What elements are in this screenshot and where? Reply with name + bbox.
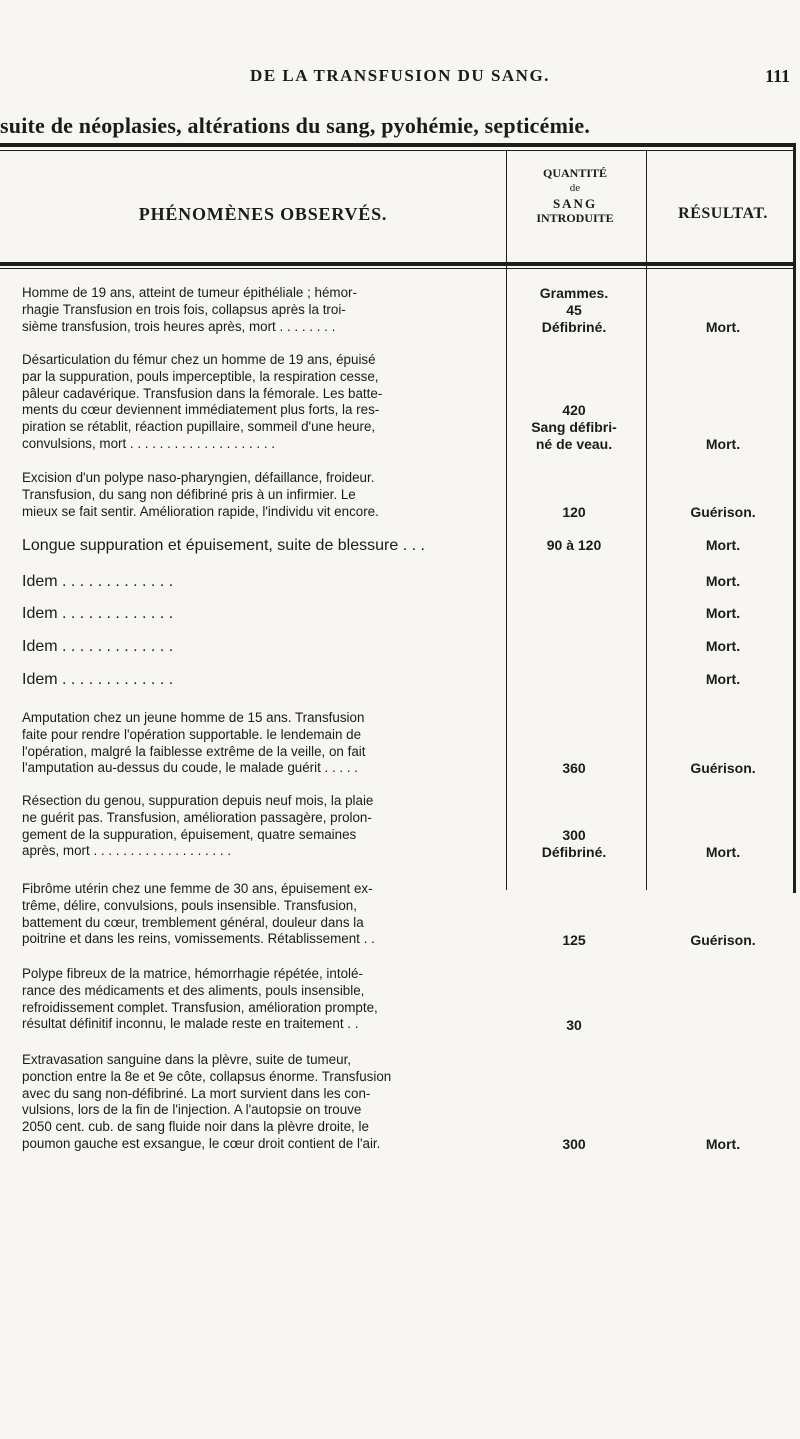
description-line: Polype fibreux de la matrice, hémorrhagie répétée, intolé- [22,966,363,981]
description-line: refroidissement complet. Transfusion, amélioration prompte, [22,999,378,1015]
quantity-line: 300 [562,1136,586,1152]
row-result: Mort. [705,436,741,452]
header-bottom-rule-thin [0,268,796,269]
running-head [0,66,800,86]
description-line: convulsions, mort . . . . . . . . . . . . . . . . . . . . [22,435,276,451]
description-line: Idem . . . . . . . . . . . . . [22,573,174,590]
description-line: Désarticulation du fémur chez un homme de 19 ans, épuisé [22,352,376,367]
description-line: ments du cœur deviennent immédiatement plus forts, la res- [22,402,380,418]
description-line: sième transfusion, trois heures après, mort . . . . . . . . [22,318,336,334]
description-line: après, mort . . . . . . . . . . . . . . . . . . . [22,843,232,859]
row-result: Mort. [705,573,741,589]
quantity-line: 420 [562,402,586,418]
description-line: trême, délire, convulsions, pouls insensible. Transfusion, [22,897,357,913]
row-description [22,285,500,335]
row-quantity [508,537,640,554]
quantity-line: 300 [562,827,586,843]
row-description [22,881,500,948]
column-header-phenomenes: PHÉNOMÈNES OBSERVÉS. [138,204,388,224]
row-quantity [508,504,640,521]
description-line: Transfusion, du sang non défibriné pris à un infirmier. Le [22,486,356,502]
description-line: poitrine et dans les reins, vomissements. Rétablissement . . [22,931,375,947]
description-line: Homme de 19 ans, atteint de tumeur épithéliale ; hémor- [22,285,357,300]
description-line: piration se rétablit, réaction pupillaire, sommeil d'une heure, [22,419,376,435]
description-line: poumon gauche est exsangue, le cœur droit contient de l'air. [22,1135,381,1151]
quantity-line: 30 [566,1017,582,1033]
description-line: ne guérit pas. Transfusion, amélioration passagère, prolon- [22,809,372,825]
quantity-line: 360 [562,760,586,776]
row-description [22,671,500,689]
row-result: Mort. [705,844,741,860]
header-bottom-rule-thick [0,262,796,266]
column-header-quantite-line1: QUANTITÉ [542,166,607,180]
row-quantity [508,1017,640,1034]
description-line: gement de la suppuration, épuisement, quatre semaines [22,826,357,842]
description-line: l'amputation au-dessus du coude, le malade guérit . . . . . [22,760,359,776]
row-quantity [508,932,640,949]
row-quantity [508,827,640,861]
table-top-rule-thick [0,143,796,147]
column-header-quantite-line2: de [569,182,581,194]
quantity-line: 90 à 120 [546,537,602,553]
description-line: Résection du genou, suppuration depuis neuf mois, la plaie [22,793,374,808]
row-result: Mort. [705,671,741,687]
page-number: 111 [764,66,790,86]
description-line: Longue suppuration et épuisement, suite de blessure . . . [22,537,425,554]
quantity-line: Défibriné. [541,844,607,860]
row-description [22,537,500,555]
row-quantity [508,285,640,336]
quantity-line: 120 [562,504,586,520]
row-result: Mort. [705,638,741,654]
section-caption: suite de néoplasies, altérations du sang, pyohémie, septicémie. [0,113,591,138]
description-line: Excision d'un polype naso-pharyngien, défaillance, froideur. [22,470,375,485]
row-result: Guérison. [690,932,756,948]
description-line: l'opération, malgré la faiblesse extrême de la veille, on fait [22,743,366,759]
column-header-quantite [510,166,640,226]
description-line: résultat définitif inconnu, le malade reste en traitement . . [22,1016,359,1032]
description-line: mieux se fait sentir. Amélioration rapide, l'individu vit encore. [22,503,379,519]
row-result: Mort. [705,1136,741,1152]
quantity-line: 125 [562,932,586,948]
description-line: Amputation chez un jeune homme de 15 ans. Transfusion [22,710,365,725]
column-header-quantite-line3: SANG [552,196,598,211]
description-line: vulsions, lors de la fin de l'injection. A l'autopsie on trouve [22,1102,362,1118]
description-line: pâleur cadavérique. Transfusion dans la fémorale. Les batte- [22,385,383,401]
column-header-resultat: RÉSULTAT. [678,205,768,222]
row-result: Mort. [705,319,741,335]
column-divider-1 [506,150,507,890]
row-description [22,1052,500,1153]
row-description [22,573,500,591]
row-quantity [508,1136,640,1153]
column-divider-2 [646,150,647,890]
quantity-line: Sang défibri- [531,419,617,435]
quantity-line: né de veau. [535,436,613,452]
description-line: Fibrôme utérin chez une femme de 30 ans, épuisement ex- [22,881,373,896]
description-line: avec du sang non-défibriné. La mort survient dans les con- [22,1085,371,1101]
row-result: Guérison. [690,504,756,520]
row-description [22,605,500,623]
quantity-line: Grammes. [539,285,609,301]
row-result: Mort. [705,537,741,553]
description-line: 2050 cent. cub. de sang fluide noir dans la plèvre droite, le [22,1119,369,1135]
description-line: Extravasation sanguine dans la plèvre, suite de tumeur, [22,1052,352,1067]
row-description [22,793,500,860]
quantity-line: 45 [566,302,582,318]
row-result: Guérison. [690,760,756,776]
description-line: Idem . . . . . . . . . . . . . [22,671,174,688]
description-line: ponction entre la 8e et 9e côte, collapsus énorme. Transfusion [22,1068,392,1084]
description-line: faite pour rendre l'opération supportable. le lendemain de [22,726,362,742]
column-header-quantite-line4: INTRODUITE [536,211,614,225]
row-result: Mort. [705,605,741,621]
description-line: Idem . . . . . . . . . . . . . [22,638,174,655]
row-description [22,638,500,656]
description-line: Idem . . . . . . . . . . . . . [22,605,174,622]
description-line: par la suppuration, pouls imperceptible, la respiration cesse, [22,368,379,384]
quantity-line: Défibriné. [541,319,607,335]
row-description [22,710,500,777]
row-quantity [508,402,640,453]
row-quantity [508,760,640,777]
description-line: rhagie Transfusion en trois fois, collapsus après la troi- [22,301,346,317]
row-description [22,470,500,520]
row-description [22,966,500,1033]
row-description [22,352,500,453]
description-line: rance des médicaments et des aliments, pouls insensible, [22,982,365,998]
table-top-rule-thin [0,150,796,151]
description-line: battement du cœur, tremblement général, douleur dans la [22,914,364,930]
running-title: DE LA TRANSFUSION DU SANG. [250,66,550,85]
